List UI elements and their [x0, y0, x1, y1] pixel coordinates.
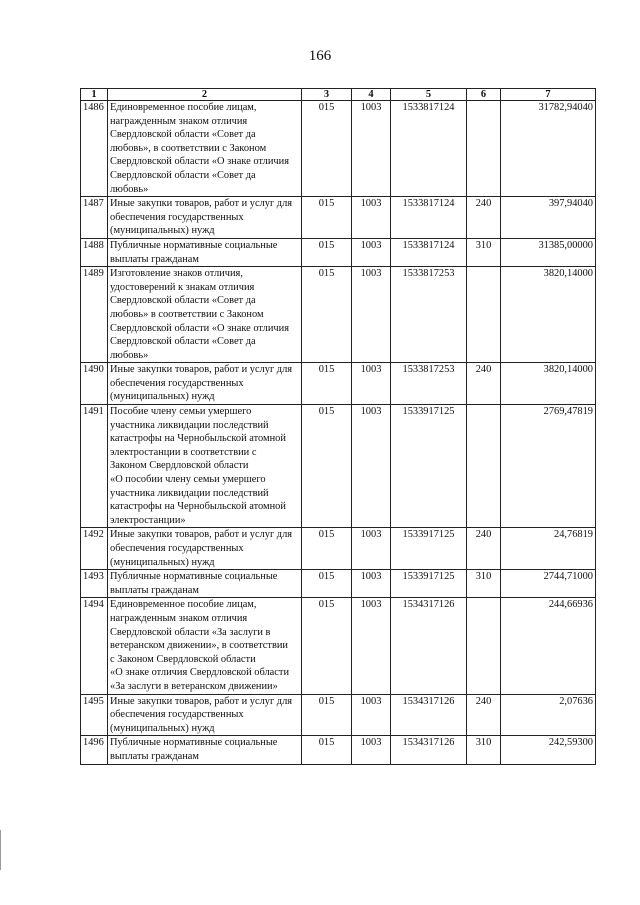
row-amount: 24,76819 — [501, 528, 596, 570]
header-col-2: 2 — [108, 89, 302, 101]
row-col-6 — [467, 405, 501, 528]
header-row — [81, 89, 596, 101]
row-col-4: 1003 — [352, 197, 391, 239]
row-amount: 2744,71000 — [501, 570, 596, 598]
row-amount: 397,94040 — [501, 197, 596, 239]
budget-table — [80, 88, 596, 765]
row-col-4: 1003 — [352, 598, 391, 694]
row-number: 1488 — [81, 238, 108, 266]
row-col-3: 015 — [302, 570, 352, 598]
row-col-5: 1533817124 — [391, 197, 467, 239]
row-amount: 2,07636 — [501, 694, 596, 736]
row-col-5: 1533917125 — [391, 528, 467, 570]
row-col-5: 1534317126 — [391, 736, 467, 764]
row-number: 1490 — [81, 363, 108, 405]
table-row — [81, 267, 596, 363]
header-col-3: 3 — [302, 89, 352, 101]
row-col-6 — [467, 598, 501, 694]
row-name: Иные закупки товаров, работ и услуг для обеспечения государственных (муниципальных) нужд — [108, 197, 302, 239]
row-col-3: 015 — [302, 528, 352, 570]
row-col-4: 1003 — [352, 694, 391, 736]
row-col-4: 1003 — [352, 570, 391, 598]
table-row — [81, 598, 596, 694]
row-number: 1495 — [81, 694, 108, 736]
row-col-5: 1533817253 — [391, 363, 467, 405]
row-amount: 3820,14000 — [501, 363, 596, 405]
scan-edge-mark — [0, 830, 6, 870]
row-amount: 31385,00000 — [501, 238, 596, 266]
row-col-4: 1003 — [352, 363, 391, 405]
row-col-5: 1534317126 — [391, 694, 467, 736]
table-row — [81, 694, 596, 736]
row-col-6 — [467, 267, 501, 363]
row-col-4: 1003 — [352, 267, 391, 363]
header-col-4: 4 — [352, 89, 391, 101]
row-col-4: 1003 — [352, 405, 391, 528]
row-name: Единовременное пособие лицам, награжденным знаком отличия Свердловской области «Совет да любовь», в соответствии с Законом Свердловской области «О знаке отличия Свердловской области «Совет да любовь» — [108, 101, 302, 197]
table-row — [81, 570, 596, 598]
row-amount: 31782,94040 — [501, 101, 596, 197]
row-col-6: 240 — [467, 197, 501, 239]
row-col-3: 015 — [302, 101, 352, 197]
row-col-3: 015 — [302, 405, 352, 528]
row-col-4: 1003 — [352, 101, 391, 197]
row-number: 1492 — [81, 528, 108, 570]
header-col-1: 1 — [81, 89, 108, 101]
row-col-6: 310 — [467, 238, 501, 266]
table-row — [81, 197, 596, 239]
row-col-3: 015 — [302, 267, 352, 363]
header-col-7: 7 — [501, 89, 596, 101]
row-number: 1496 — [81, 736, 108, 764]
row-col-5: 1533917125 — [391, 570, 467, 598]
table-row — [81, 405, 596, 528]
row-col-3: 015 — [302, 363, 352, 405]
header-col-6: 6 — [467, 89, 501, 101]
row-col-6: 240 — [467, 528, 501, 570]
row-col-5: 1533817253 — [391, 267, 467, 363]
row-col-5: 1534317126 — [391, 598, 467, 694]
row-amount: 2769,47819 — [501, 405, 596, 528]
row-number: 1493 — [81, 570, 108, 598]
row-col-3: 015 — [302, 598, 352, 694]
table-row — [81, 238, 596, 266]
row-number: 1489 — [81, 267, 108, 363]
row-number: 1486 — [81, 101, 108, 197]
row-col-5: 1533917125 — [391, 405, 467, 528]
table-row — [81, 528, 596, 570]
row-col-4: 1003 — [352, 736, 391, 764]
row-name: Пособие члену семьи умершего участника ликвидации последствий катастрофы на Чернобыльской атомной электростанции в соответствии с Законом Свердловской области «О пособии члену семьи умершего участника ликвидации последствий катастрофы на Чернобыльской атомной электростанции» — [108, 405, 302, 528]
row-amount: 244,66936 — [501, 598, 596, 694]
table-row — [81, 363, 596, 405]
row-name: Иные закупки товаров, работ и услуг для обеспечения государственных (муниципальных) нужд — [108, 528, 302, 570]
row-col-3: 015 — [302, 197, 352, 239]
row-col-4: 1003 — [352, 238, 391, 266]
row-col-6: 310 — [467, 736, 501, 764]
row-name: Единовременное пособие лицам, награжденным знаком отличия Свердловской области «За заслуги в ветеранском движении», в соответствии с Законом Свердловской области «О знаке отличия Свердловской области «За заслуги в ветеранском движении» — [108, 598, 302, 694]
table-row — [81, 101, 596, 197]
row-col-6: 240 — [467, 363, 501, 405]
row-col-5: 1533817124 — [391, 101, 467, 197]
row-number: 1491 — [81, 405, 108, 528]
row-col-6 — [467, 101, 501, 197]
row-col-4: 1003 — [352, 528, 391, 570]
row-name: Публичные нормативные социальные выплаты гражданам — [108, 570, 302, 598]
row-name: Публичные нормативные социальные выплаты гражданам — [108, 238, 302, 266]
row-name: Иные закупки товаров, работ и услуг для обеспечения государственных (муниципальных) нужд — [108, 363, 302, 405]
row-amount: 242,59300 — [501, 736, 596, 764]
row-col-3: 015 — [302, 736, 352, 764]
row-col-5: 1533817124 — [391, 238, 467, 266]
row-col-3: 015 — [302, 238, 352, 266]
row-col-6: 310 — [467, 570, 501, 598]
row-amount: 3820,14000 — [501, 267, 596, 363]
row-name: Публичные нормативные социальные выплаты гражданам — [108, 736, 302, 764]
row-number: 1487 — [81, 197, 108, 239]
row-name: Изготовление знаков отличия, удостоверений к знакам отличия Свердловской области «Совет да любовь» в соответствии с Законом Свердловской области «О знаке отличия Свердловской области «Совет да любовь» — [108, 267, 302, 363]
row-col-6: 240 — [467, 694, 501, 736]
table-row — [81, 736, 596, 764]
row-name: Иные закупки товаров, работ и услуг для обеспечения государственных (муниципальных) нужд — [108, 694, 302, 736]
header-col-5: 5 — [391, 89, 467, 101]
row-number: 1494 — [81, 598, 108, 694]
page-number: 166 — [308, 48, 332, 64]
row-col-3: 015 — [302, 694, 352, 736]
